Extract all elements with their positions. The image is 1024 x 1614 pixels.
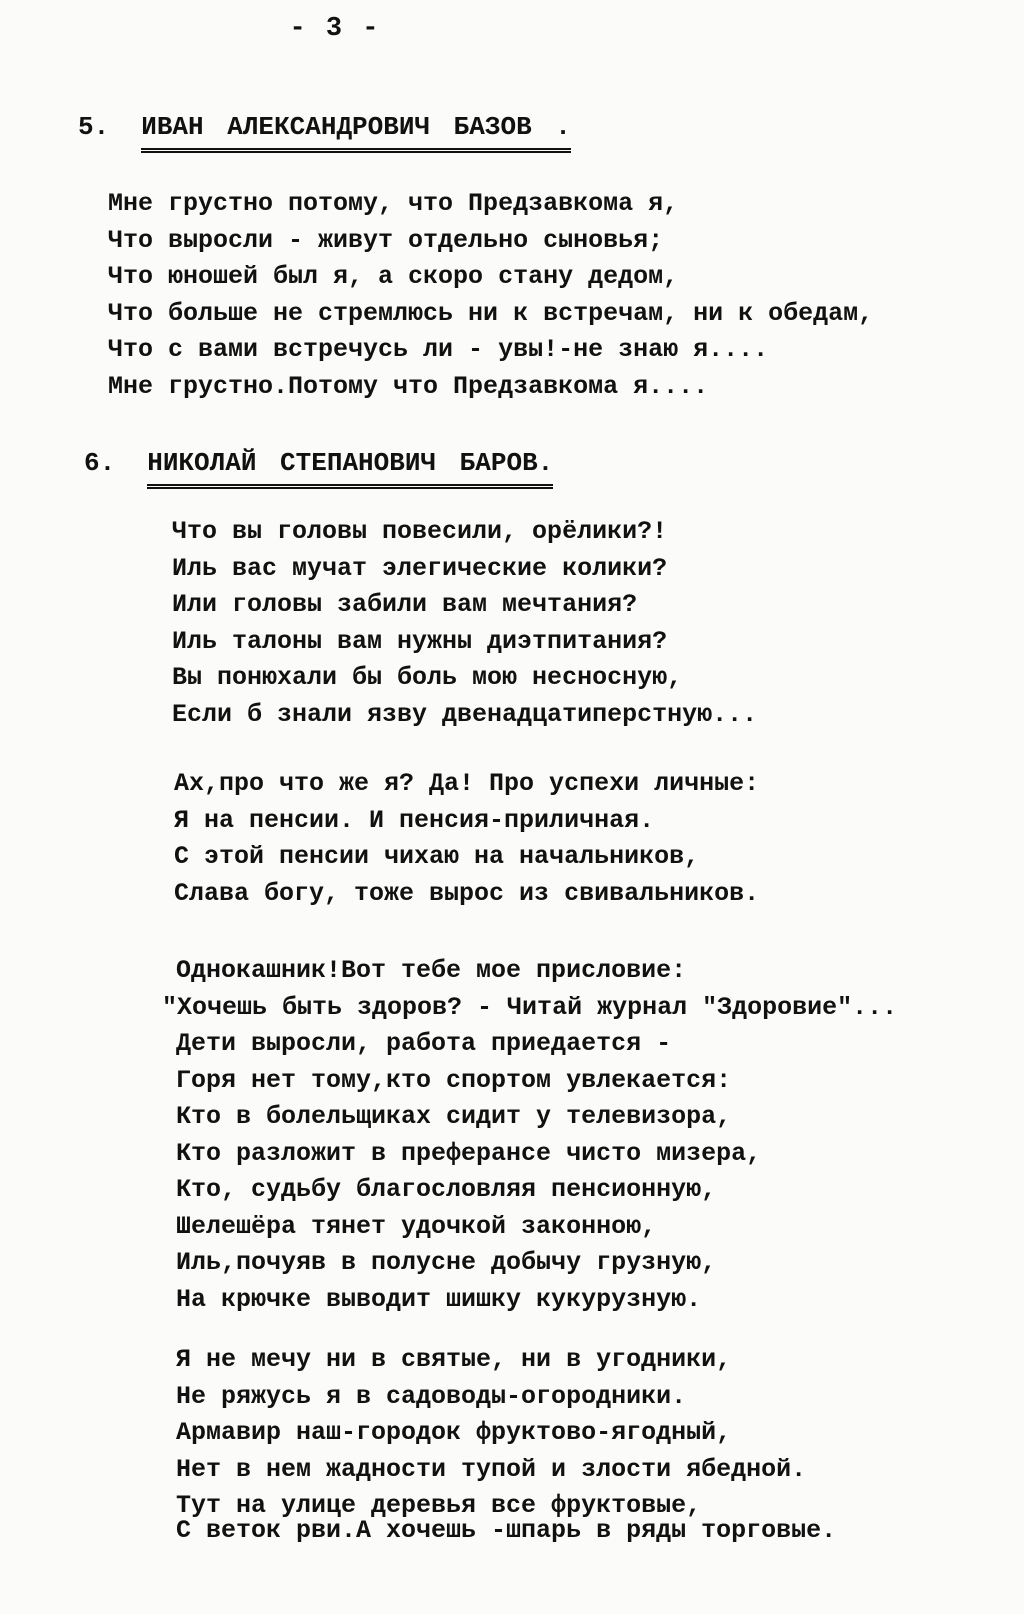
section-number: 5. [78,112,110,142]
section-heading-6 [84,448,553,489]
poem-line: Что с вами встречусь ли - увы!-не знаю я.... [108,335,769,364]
poem-line: Если б знали язву двенадцатиперстную... [172,699,758,729]
poem-line: Нет в нем жадности тупой и злости ябедной. [176,1454,807,1484]
poem-line: Кто, судьбу благословляя пенсионную, [176,1175,717,1204]
poem-line: Кто в болельщиках сидит у телевизора, [176,1102,732,1131]
poem-line: Слава богу, тоже вырос из свивальников. [174,878,760,908]
poem-stanza [162,953,897,1318]
poem-line: Или головы забили вам мечтания? [172,590,638,619]
poem-line: На крючке выводит шишку кукурузную. [176,1284,702,1314]
poem-line: Иль вас мучат элегические колики? [172,553,668,583]
poem-stanza [176,1342,836,1549]
poem-line: Мне грустно.Потому что Предзавкома я.... [108,371,709,401]
poem-line: Что вы головы повесили, орёлики?! [172,517,668,546]
poem-line: Иль,почуяв в полусне добычу грузную, [176,1248,717,1277]
section-number: 6. [84,448,116,478]
poem-stanza [172,514,757,733]
poem-line: Шелешёра тянет удочкой законною, [176,1211,657,1241]
poem-line: Армавир наш-городок фруктово-ягодный, [176,1418,732,1447]
section-name: ИВАН АЛЕКСАНДРОВИЧ БАЗОВ . [141,112,571,153]
poem-line: Что больше не стремлюсь ни к встречам, ни к обедам, [108,298,874,328]
section-name: НИКОЛАЙ СТЕПАНОВИЧ БАРОВ. [147,448,553,489]
poem-line: "Хочешь быть здоров? - Читай журнал "Здоровие"... [162,992,898,1022]
poem-line: Ах,про что же я? Да! Про успехи личные: [174,769,760,798]
poem-line: Однокашник!Вот тебе мое присловие: [176,956,687,985]
poem-line: Мне грустно потому, что Предзавкома я, [108,189,679,218]
poem-stanza [108,186,873,405]
poem-line: Я не мечу ни в святые, ни в угодники, [176,1345,732,1374]
poem-line: Что выросли - живут отдельно сыновья; [108,225,664,255]
poem-line: Тут на улице деревья все фруктовые, [176,1491,702,1520]
poem-line: С веток рви.А хочешь -шпарь в ряды торговые. [176,1515,837,1545]
poem-stanza [174,766,759,912]
page-number: - 3 - [289,14,381,44]
poem-line: Иль талоны вам нужны диэтпитания? [172,626,668,656]
poem-line: Не ряжусь я в садоводы-огородники. [176,1381,687,1411]
poem-line: Кто разложит в преферансе чисто мизера, [176,1138,762,1168]
poem-line: С этой пенсии чихаю на начальников, [174,842,700,871]
section-heading-5 [78,112,571,153]
poem-line: Я на пенсии. И пенсия-приличная. [174,805,655,835]
poem-line: Горя нет тому,кто спортом увлекается: [176,1065,732,1095]
poem-line: Вы понюхали бы боль мою несносную, [172,663,683,692]
poem-line: Дети выросли, работа приедается - [176,1029,672,1058]
poem-line: Что юношей был я, а скоро стану дедом, [108,262,679,291]
